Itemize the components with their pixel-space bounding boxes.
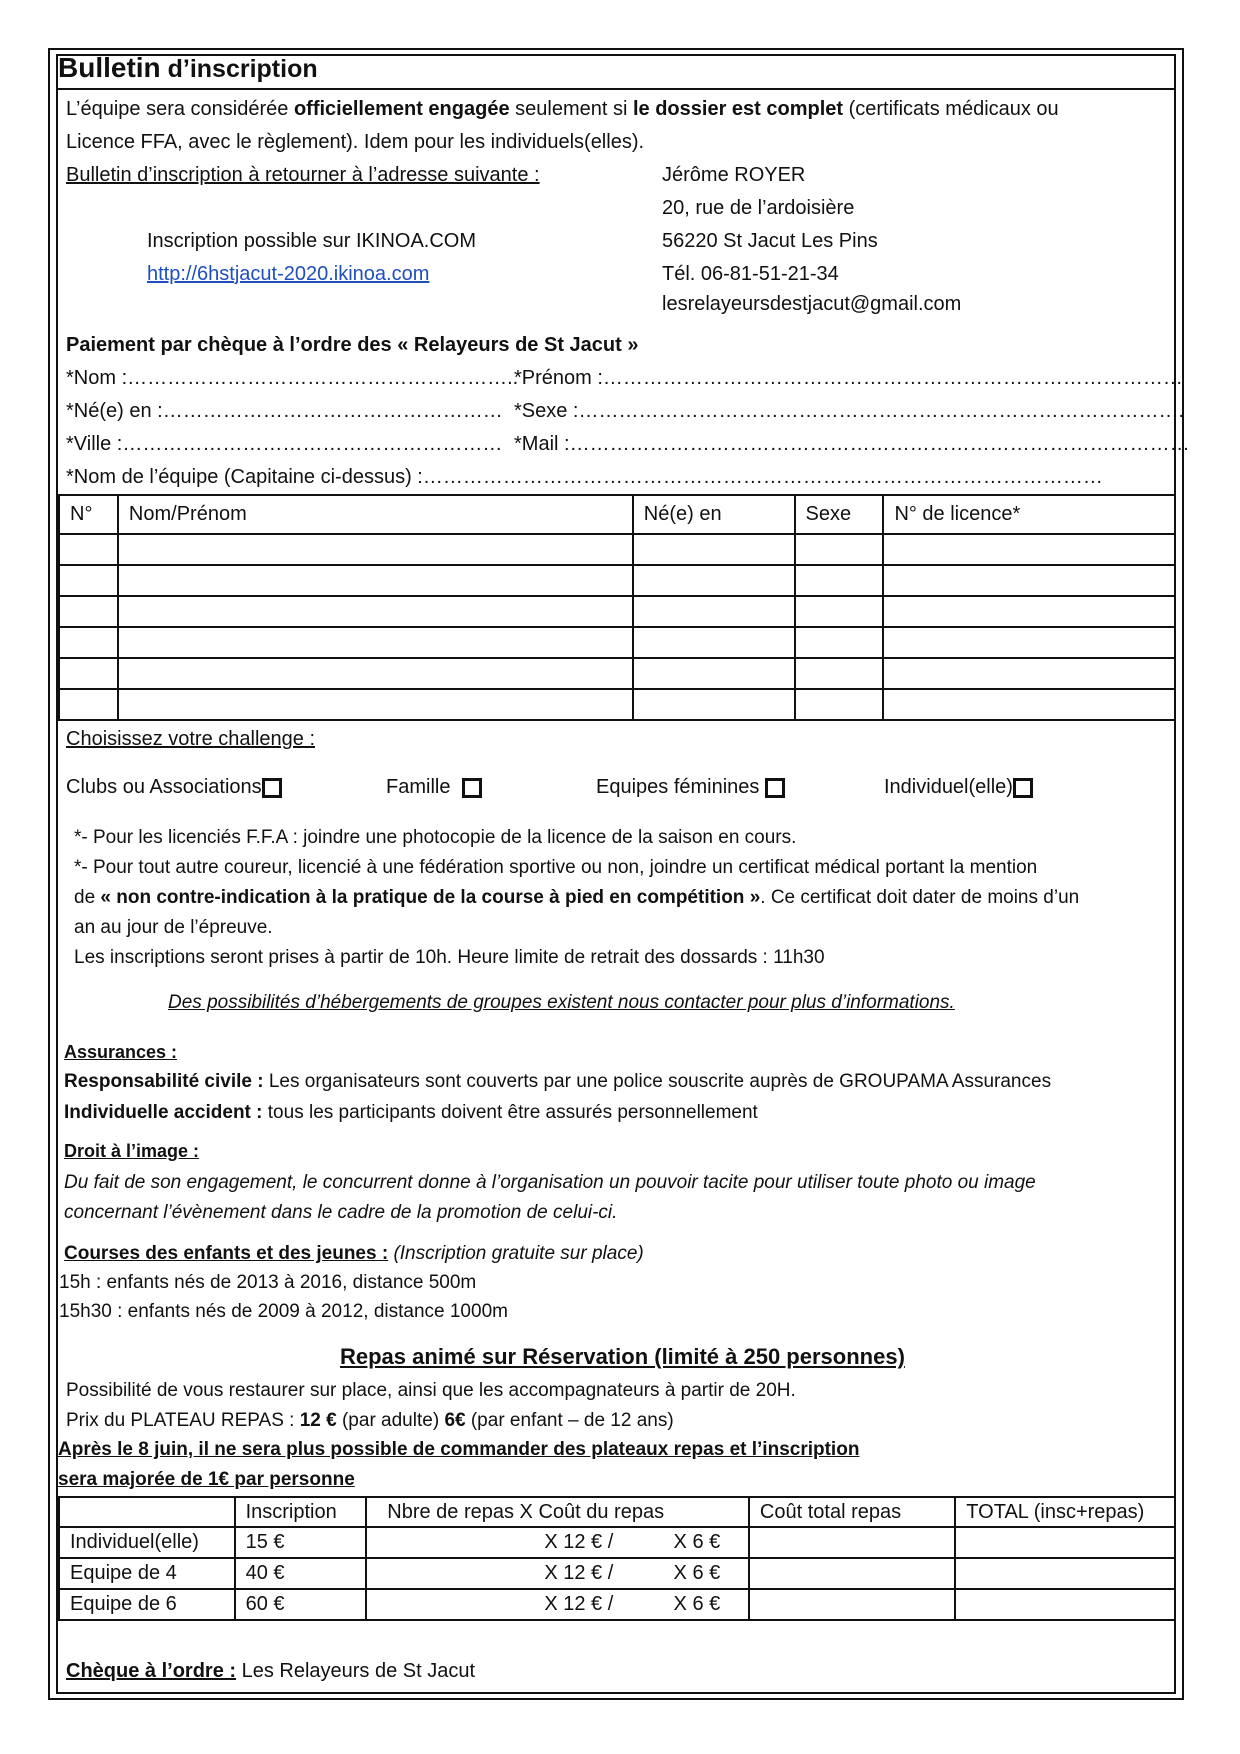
table-cell[interactable]: [59, 689, 118, 720]
table-cell[interactable]: [633, 689, 795, 720]
price-header-inscription: Inscription: [235, 1497, 367, 1527]
table-cell[interactable]: [118, 534, 633, 565]
mail-field[interactable]: *Mail :…………………………………………………………………………………: [514, 433, 1190, 455]
price-header-meal-total: Coût total repas: [749, 1497, 955, 1527]
price-row-meal-total[interactable]: [749, 1558, 955, 1589]
meal-heading: Repas animé sur Réservation (limité à 250 personnes): [340, 1344, 905, 1369]
table-cell[interactable]: [59, 627, 118, 658]
team-table: [58, 494, 1176, 721]
note-schedule: Les inscriptions seront prises à partir de 10h. Heure limite de retrait des dossards : 11h30: [74, 947, 825, 968]
table-cell[interactable]: [633, 627, 795, 658]
price-row-inscription: 15 €: [235, 1527, 367, 1558]
intro-line-2: Licence FFA, avec le règlement). Idem pour les individuels(elles).: [66, 131, 645, 153]
table-row: [59, 565, 1175, 596]
return-address-label: Bulletin d’inscription à retourner à l’adresse suivante :: [66, 164, 540, 186]
header-name: Nom/Prénom: [118, 495, 633, 534]
challenge-option-individuel[interactable]: Individuel(elle): [884, 776, 1033, 799]
image-rights-heading: Droit à l’image :: [64, 1141, 200, 1161]
header-number: N°: [59, 495, 118, 534]
insurance-ia: Individuelle accident : tous les participants doivent être assurés personnellement: [64, 1102, 758, 1123]
checkbox-clubs[interactable]: [262, 778, 282, 798]
city-field[interactable]: *Ville :…………………………………………………: [66, 433, 503, 455]
table-row: [59, 627, 1175, 658]
insurance-rc: Responsabilité civile : Les organisateurs sont couverts par une police souscrite auprès de GROUPAMA Assurances: [64, 1071, 1052, 1092]
note-certificate-2: de « non contre-indication à la pratique de la course à pied en compétition ». Ce certificat doit dater de moins d’un: [74, 887, 1080, 908]
price-header-meals: Nbre de repas X Coût du repas: [366, 1497, 749, 1527]
note-certificate-1: *- Pour tout autre coureur, licencié à une fédération sportive ou non, joindre un certificat médical portant la mention: [74, 857, 1038, 878]
table-cell[interactable]: [59, 565, 118, 596]
meal-price-line: Prix du PLATEAU REPAS : 12 € (par adulte) 6€ (par enfant – de 12 ans): [66, 1410, 674, 1431]
kids-races-heading: Courses des enfants et des jeunes : (Inscription gratuite sur place): [64, 1243, 644, 1264]
table-cell[interactable]: [633, 658, 795, 689]
table-cell[interactable]: [795, 596, 884, 627]
sex-field[interactable]: *Sexe :……………………………………………………………………………….: [514, 400, 1185, 422]
prenom-field[interactable]: *Prénom :……………………………………………………………………………: [514, 367, 1183, 389]
image-rights-line-2: concernant l’évènement dans le cadre de la promotion de celui-ci.: [64, 1202, 618, 1223]
table-cell[interactable]: [59, 658, 118, 689]
table-cell[interactable]: [883, 658, 1175, 689]
table-cell[interactable]: [118, 596, 633, 627]
price-row-meals[interactable]: X 12 € / X 6 €: [366, 1589, 749, 1620]
table-cell[interactable]: [118, 689, 633, 720]
challenge-option-clubs[interactable]: Clubs ou Associations: [66, 776, 282, 799]
price-row-meals[interactable]: X 12 € / X 6 €: [366, 1558, 749, 1589]
table-cell[interactable]: [118, 658, 633, 689]
note-ffa: *- Pour les licenciés F.F.A : joindre une photocopie de la licence de la saison en cours.: [74, 827, 797, 848]
table-cell[interactable]: [795, 627, 884, 658]
kids-race-1: 15h : enfants nés de 2013 à 2016, distance 500m: [59, 1272, 477, 1293]
payment-label: Paiement par chèque à l’ordre des « Relayeurs de St Jacut »: [66, 334, 639, 356]
page-title: Bulletin d’inscription: [58, 52, 318, 83]
price-row-inscription: 40 €: [235, 1558, 367, 1589]
price-row-inscription: 60 €: [235, 1589, 367, 1620]
header-sex: Sexe: [795, 495, 884, 534]
table-cell[interactable]: [633, 565, 795, 596]
accommodation-note: Des possibilités d’hébergements de groupes existent nous contacter pour plus d’informations.: [168, 992, 955, 1013]
address-street: 20, rue de l’ardoisière: [662, 197, 855, 219]
image-rights-line-1: Du fait de son engagement, le concurrent donne à l’organisation un pouvoir tacite pour utiliser toute photo ou image: [64, 1172, 1036, 1193]
price-header-empty: [59, 1497, 235, 1527]
table-cell[interactable]: [59, 596, 118, 627]
price-row-meal-total[interactable]: [749, 1527, 955, 1558]
price-table: [58, 1496, 1176, 1621]
price-row-meal-total[interactable]: [749, 1589, 955, 1620]
table-cell[interactable]: [883, 565, 1175, 596]
table-cell[interactable]: [633, 596, 795, 627]
meal-warning-1: Après le 8 juin, il ne sera plus possible de commander des plateaux repas et l’inscription: [58, 1439, 860, 1460]
table-cell[interactable]: [795, 689, 884, 720]
challenge-option-famille[interactable]: Famille: [386, 776, 482, 799]
birth-year-field[interactable]: *Né(e) en :……………………………………………: [66, 400, 503, 422]
address-phone: Tél. 06-81-51-21-34: [662, 263, 839, 285]
team-name-field[interactable]: *Nom de l’équipe (Capitaine ci-dessus) :…………………………………………………………………………………………: [66, 466, 1103, 488]
checkbox-famille[interactable]: [462, 778, 482, 798]
checkbox-individuel[interactable]: [1013, 778, 1033, 798]
online-registration-label: Inscription possible sur IKINOA.COM: [147, 230, 476, 252]
price-row-label: Equipe de 6: [59, 1589, 235, 1620]
intro-line-1: L’équipe sera considérée officiellement engagée seulement si le dossier est complet (certificats médicaux ou: [66, 98, 1059, 120]
meal-line-1: Possibilité de vous restaurer sur place, ainsi que les accompagnateurs à partir de 20H.: [66, 1380, 796, 1401]
table-row: [59, 1527, 1175, 1558]
table-cell[interactable]: [883, 689, 1175, 720]
address-city: 56220 St Jacut Les Pins: [662, 230, 878, 252]
insurance-heading: Assurances :: [64, 1042, 178, 1062]
title-divider: [56, 88, 1176, 90]
table-cell[interactable]: [795, 534, 884, 565]
table-cell[interactable]: [59, 534, 118, 565]
nom-field[interactable]: *Nom :…………………………………………………..: [66, 367, 519, 389]
price-row-total[interactable]: [955, 1589, 1175, 1620]
meal-warning-2: sera majorée de 1€ par personne: [58, 1469, 355, 1490]
table-cell[interactable]: [883, 596, 1175, 627]
checkbox-feminines[interactable]: [765, 778, 785, 798]
price-row-total[interactable]: [955, 1558, 1175, 1589]
challenge-label: Choisissez votre challenge :: [66, 728, 316, 750]
challenge-option-feminines[interactable]: Equipes féminines: [596, 776, 785, 799]
price-table-header: [59, 1497, 1175, 1527]
table-cell[interactable]: [883, 534, 1175, 565]
online-registration-link[interactable]: http://6hstjacut-2020.ikinoa.com: [147, 263, 430, 285]
price-row-label: Individuel(elle): [59, 1527, 235, 1558]
table-cell[interactable]: [795, 565, 884, 596]
table-cell[interactable]: [795, 658, 884, 689]
price-row-total[interactable]: [955, 1527, 1175, 1558]
note-certificate-3: an au jour de l’épreuve.: [74, 917, 273, 938]
table-row: [59, 534, 1175, 565]
table-row: [59, 1589, 1175, 1620]
header-licence: N° de licence*: [883, 495, 1175, 534]
table-cell[interactable]: [633, 534, 795, 565]
table-cell[interactable]: [883, 627, 1175, 658]
address-email: lesrelayeursdestjacut@gmail.com: [662, 293, 962, 315]
table-row: [59, 596, 1175, 627]
table-row: [59, 658, 1175, 689]
table-row: [59, 689, 1175, 720]
team-table-header: [59, 495, 1175, 534]
price-row-meals[interactable]: X 12 € / X 6 €: [366, 1527, 749, 1558]
header-birth: Né(e) en: [633, 495, 795, 534]
table-cell[interactable]: [118, 565, 633, 596]
price-row-label: Equipe de 4: [59, 1558, 235, 1589]
kids-race-2: 15h30 : enfants nés de 2009 à 2012, distance 1000m: [59, 1301, 508, 1322]
table-cell[interactable]: [118, 627, 633, 658]
table-row: [59, 1558, 1175, 1589]
cheque-order: Chèque à l’ordre : Les Relayeurs de St Jacut: [66, 1660, 476, 1682]
price-header-total: TOTAL (insc+repas): [955, 1497, 1175, 1527]
address-name: Jérôme ROYER: [662, 164, 806, 186]
